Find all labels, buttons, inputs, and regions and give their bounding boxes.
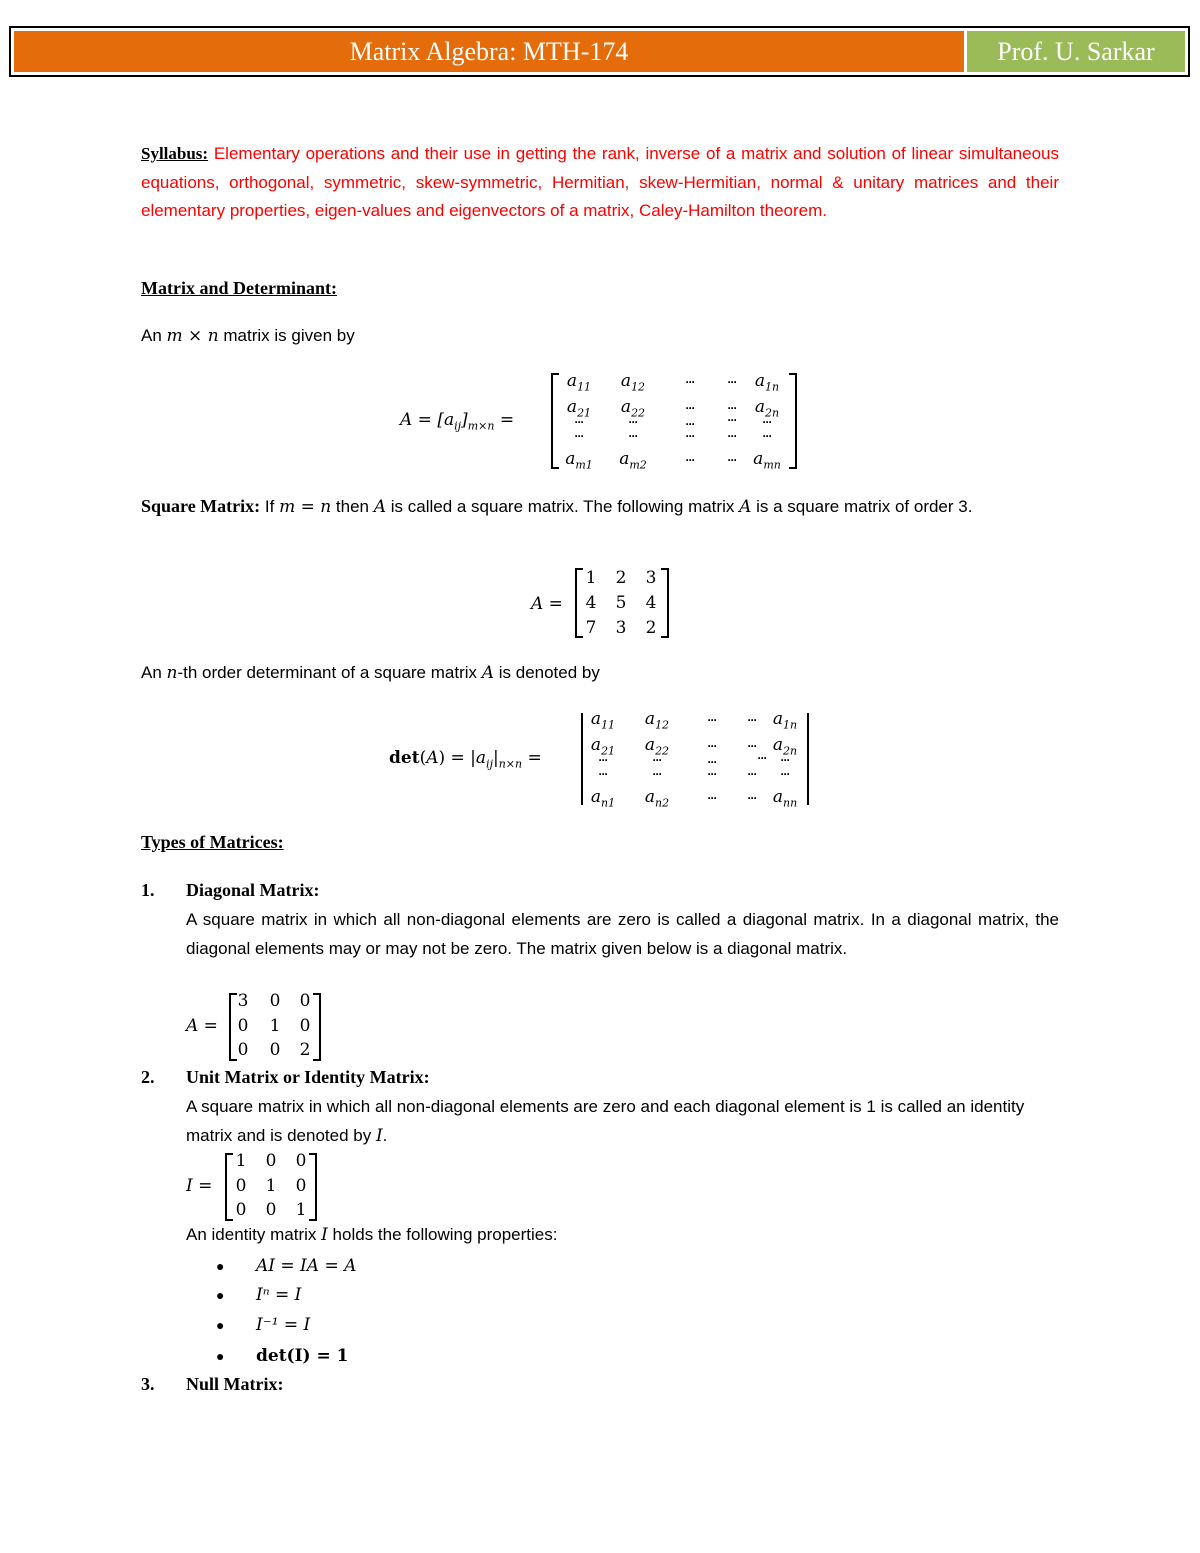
types-heading: Types of Matrices: [141, 832, 284, 852]
bullet-icon: ● [216, 1287, 225, 1303]
identity-properties-intro: An identity matrix I holds the following properties: [186, 1225, 558, 1245]
determinant-lhs: $\det(A) = |a_{ij}|_{n\times n}$ = [389, 748, 542, 771]
determinant-matrix: $a_{11}$ $a_{12}$ ··· ··· $a_{1n}$ $a_{21}$ $a_{22}$ ··· ··· $a_{2n}$ ··· ··· ··· ··· ··· ··· ··· ··· ··· ··· $a_{n1}$ $a_{n2}$ ··· ··· $a_{nn}$ [581, 713, 809, 805]
syllabus-text: Elementary operations and their use in getting the rank, inverse of a matrix and solution of linear simultaneous equations, orthogonal, symmetric, skew-symmetric, Hermitian, skew-Hermitian, normal & unitary matrices and their elementary properties, eigen-values and eigenvectors of a matrix, Caley-Hamilton theorem. [141, 144, 1059, 220]
null-matrix-title: Null Matrix: [186, 1374, 284, 1394]
bullet-icon: ● [216, 1348, 225, 1364]
diagonal-matrix-text: A square matrix in which all non-diagonal elements are zero is called a diagonal matrix. In a diagonal matrix, the diagonal elements may or may not be zero. The matrix given below is a diagonal matrix. [186, 910, 1059, 958]
page-header [9, 26, 1190, 77]
square-matrix: 1 2 3 4 5 4 7 3 2 [575, 568, 669, 638]
general-matrix: $a_{11}$ $a_{12}$ ··· ··· $a_{1n}$ $a_{21}$ $a_{22}$ ··· ··· $a_{2n}$ ··· ··· ··· ··· ··· ··· ··· ··· ··· ··· $a_{m1}$ $a_{m2}$ ··· ··· $a_{mn}$ [551, 373, 797, 469]
diagonal-matrix: 3 0 0 0 1 0 0 0 2 [229, 993, 321, 1061]
matrix-determinant-heading: Matrix and Determinant: [141, 278, 337, 298]
square-matrix-label: Square Matrix: [141, 496, 261, 516]
identity-matrix-title: Unit Matrix or Identity Matrix: [186, 1067, 430, 1087]
list-number: 3. [141, 1374, 155, 1394]
property-item: I⁻¹ = I [256, 1315, 311, 1335]
property-item: det(I) = 1 [256, 1346, 349, 1366]
list-number: 2. [141, 1067, 155, 1087]
general-matrix-lhs: $A = [a_{ij}]_{m\times n}$ = [400, 410, 515, 433]
identity-matrix-text: A square matrix in which all non-diagonal elements are zero and each diagonal element is 1 is called an identity matrix and is denoted by I. [186, 1097, 1025, 1146]
author-name: Prof. U. Sarkar [967, 31, 1185, 72]
bullet-icon: ● [216, 1258, 225, 1274]
syllabus-paragraph [141, 140, 1059, 226]
square-matrix-paragraph: Square Matrix: If m = n then A is called a square matrix. The following matrix A is a square matrix of order 3. [141, 496, 973, 517]
identity-matrix-lhs: I = [186, 1176, 213, 1196]
syllabus-label: Syllabus: [141, 144, 209, 163]
matrix-intro: An m × n matrix is given by [141, 326, 355, 346]
property-item: Iⁿ = I [256, 1285, 302, 1305]
diagonal-matrix-title: Diagonal Matrix: [186, 880, 320, 900]
diagonal-matrix-lhs: A = [186, 1016, 218, 1036]
square-matrix-lhs: A = [531, 594, 563, 614]
bullet-icon: ● [216, 1317, 225, 1333]
property-item: AI = IA = A [256, 1256, 357, 1276]
course-title: Matrix Algebra: MTH-174 [14, 31, 964, 72]
identity-matrix: 1 0 0 0 1 0 0 0 1 [225, 1153, 317, 1221]
determinant-intro: An n-th order determinant of a square matrix A is denoted by [141, 663, 600, 683]
list-number: 1. [141, 880, 155, 900]
